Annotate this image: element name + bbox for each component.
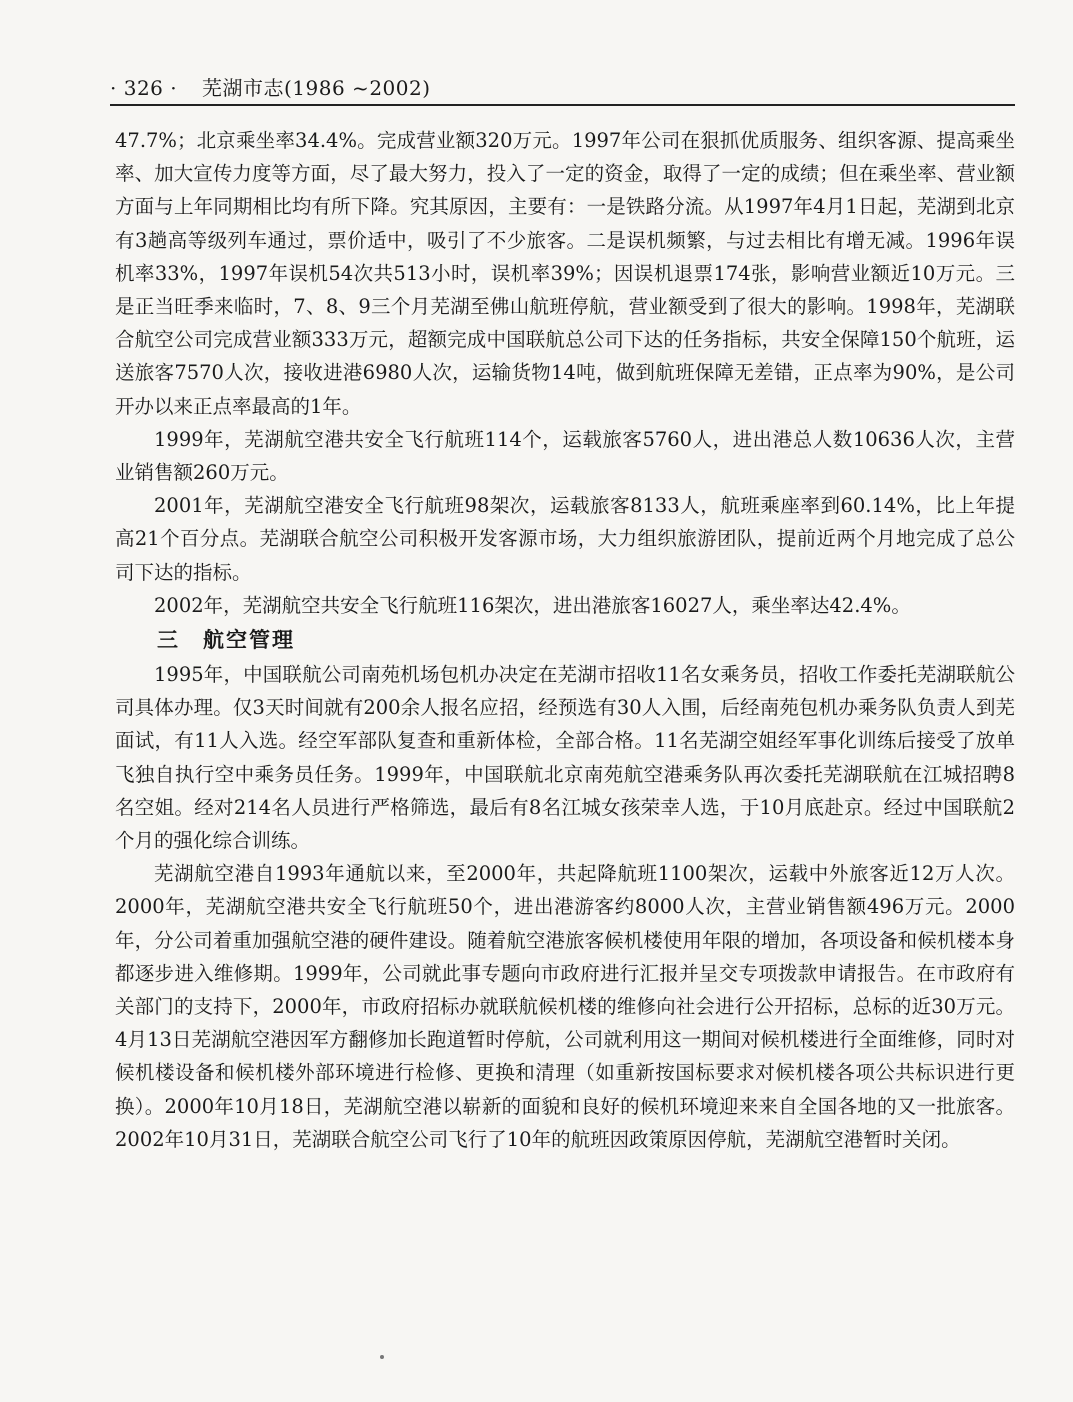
paragraph: 1999年，芜湖航空港共安全飞行航班114个，运载旅客5760人，进出港总人数10636人次，主营业销售额260万元。	[115, 427, 1015, 485]
page-header	[110, 72, 1015, 104]
paragraph: 1995年，中国联航公司南苑机场包机办决定在芜湖市招收11名女乘务员，招收工作委托芜湖联航公司具体办理。仅3天时间就有200余人报名应招，经预选有30人入围，后经南苑包机办乘务队负责人到芜面试，有11人入选。经空军部队复查和重新体检，全部合格。11名芜湖空姐经军事化训练后接受了放单飞独自执行空中乘务员任务。1999年，中国联航北京南苑航空港乘务队再次委托芜湖联航在江城招聘8名空姐。经对214名人员进行严格筛选，最后有8名江城女孩荣幸人选，于10月底赴京。经过中国联航2个月的强化综合训练。	[115, 663, 1015, 853]
paragraph: 2002年，芜湖航空共安全飞行航班116架次，进出港旅客16027人，乘坐率达42.4%。	[154, 593, 911, 617]
paragraph: 芜湖航空港自1993年通航以来，至2000年，共起降航班1100架次，运载中外旅客近12万人次。2000年，芜湖航空港共安全飞行航班50个，进出港游客约8000人次，主营业销售额496万元。2000年，分公司着重加强航空港的硬件建设。随着航空港旅客候机楼使用年限的增加，各项设备和候机楼本身都逐步进入维修期。1999年，公司就此事专题向市政府进行汇报并呈交专项拨款申请报告。在市政府有关部门的支持下，2000年，市政府招标办就联航候机楼的维修向社会进行公开招标，总标的近30万元。4月13日芜湖航空港因军方翻修加长跑道暂时停航，公司就利用这一期间对候机楼进行全面维修，同时对候机楼设备和候机楼外部环境进行检修、更换和清理（如重新按国标要求对候机楼各项公共标识进行更换）。2000年10月18日，芜湖航空港以崭新的面貌和良好的候机环境迎来来自全国各地的又一批旅客。2002年10月31日，芜湖联合航空公司飞行了10年的航班因政策原因停航，芜湖航空港暂时关闭。	[115, 862, 1015, 1151]
book-title: 芜湖市志(1986 ~2002)	[202, 76, 431, 100]
section-heading: 三 航空管理	[157, 628, 295, 653]
paragraph: 2001年，芜湖航空港安全飞行航班98架次，运载旅客8133人，航班乘座率到60.14%，比上年提高21个百分点。芜湖联合航空公司积极开发客源市场，大力组织旅游团队，提前近两个月地完成了总公司下达的指标。	[115, 494, 1015, 584]
scan-speck	[380, 1355, 384, 1359]
header-divider	[110, 104, 1015, 106]
page-number: · 326 ·	[110, 76, 178, 100]
page-body	[115, 124, 1015, 1156]
paragraph: 47.7%；北京乘坐率34.4%。完成营业额320万元。1997年公司在狠抓优质服务、组织客源、提高乘坐率、加大宣传力度等方面，尽了最大努力，投入了一定的资金，取得了一定的成绩；但在乘坐率、营业额方面与上年同期相比均有所下降。究其原因，主要有：一是铁路分流。从1997年4月1日起，芜湖到北京有3趟高等级列车通过，票价适中，吸引了不少旅客。二是误机频繁，与过去相比有增无减。1996年误机率33%，1997年误机54次共513小时，误机率39%；因误机退票174张，影响营业额近10万元。三是正当旺季来临时，7、8、9三个月芜湖至佛山航班停航，营业额受到了很大的影响。1998年，芜湖联合航空公司完成营业额333万元，超额完成中国联航总公司下达的任务指标，共安全保障150个航班，运送旅客7570人次，接收进港6980人次，运输货物14吨，做到航班保障无差错，正点率为90%，是公司开办以来正点率最高的1年。	[115, 129, 1015, 418]
